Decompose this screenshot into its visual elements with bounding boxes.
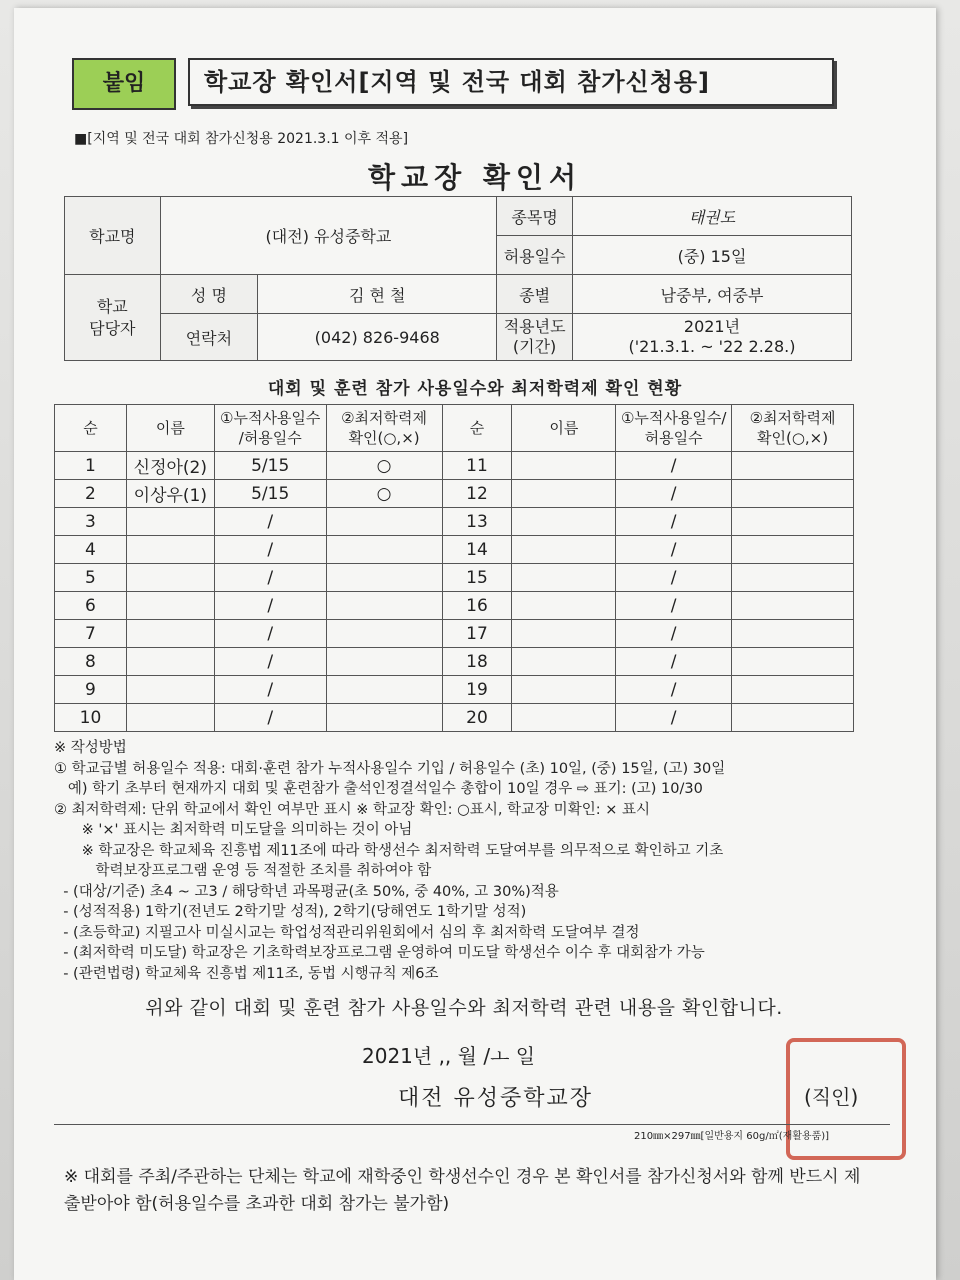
year-value: 2021년	[683, 317, 741, 336]
section-title: 대회 및 훈련 참가 사용일수와 최저학력제 확인 현황	[267, 379, 683, 399]
allowed-days-value: (중) 15일	[572, 236, 851, 275]
row-no-left: 6	[55, 592, 127, 620]
row-no-left: 3	[55, 508, 127, 536]
row-name-right	[512, 480, 616, 508]
row-academic-left	[326, 704, 442, 732]
row-no-right: 18	[442, 648, 512, 676]
row-no-left: 5	[55, 564, 127, 592]
row-days-right: /	[616, 508, 732, 536]
row-name-right	[512, 536, 616, 564]
instruction-line: 예) 학기 초부터 현재까지 대회 및 훈련참가 출석인정결석일수 총합이 10일 경우 ⇨ 표기: (고) 10/30	[54, 781, 703, 797]
header-title: 학교장 확인서[지역 및 전국 대회 참가신청용]	[188, 58, 834, 106]
row-name-right	[512, 648, 616, 676]
name-label: 성 명	[160, 275, 258, 314]
row-name-left	[126, 592, 214, 620]
row-academic-right	[732, 648, 854, 676]
row-academic-right	[732, 508, 854, 536]
row-academic-left: ○	[326, 480, 442, 508]
table-row	[55, 508, 854, 536]
row-days-right: /	[616, 592, 732, 620]
row-academic-right	[732, 620, 854, 648]
staff-label: 학교 담당자	[65, 275, 161, 361]
row-days-right: /	[616, 620, 732, 648]
row-no-left: 2	[55, 480, 127, 508]
row-academic-left	[326, 536, 442, 564]
row-days-right: /	[616, 452, 732, 480]
th-no-left: 순	[55, 405, 127, 452]
row-name-left: 신정아(2)	[126, 452, 214, 480]
row-academic-right	[732, 480, 854, 508]
row-days-right: /	[616, 648, 732, 676]
row-no-right: 17	[442, 620, 512, 648]
year-cell	[572, 314, 851, 361]
writing-instructions	[54, 738, 884, 984]
row-name-left	[126, 564, 214, 592]
table-row	[55, 676, 854, 704]
table-row	[55, 452, 854, 480]
th-days-left: ①누적사용일수 /허용일수	[214, 405, 326, 452]
row-name-right	[512, 508, 616, 536]
row-days-right: /	[616, 704, 732, 732]
row-days-left: /	[214, 704, 326, 732]
event-value: 태권도	[572, 197, 851, 236]
instruction-line: ※ '×' 표시는 최저학력 미도달을 의미하는 것이 아님	[54, 822, 413, 838]
instruction-line: - (대상/기준) 초4 ~ 고3 / 해당학년 과목평균(초 50%, 중 40%, 고 30%)적용	[54, 883, 559, 900]
year-period: ('21.3.1. ~ '22 2.28.)	[628, 337, 796, 356]
year-label: 적용년도 (기간)	[497, 314, 573, 361]
row-academic-right	[732, 452, 854, 480]
row-no-left: 7	[55, 620, 127, 648]
table-row	[55, 620, 854, 648]
school-label: 학교명	[65, 197, 161, 275]
th-acad-right: ②최저학력제 확인(○,×)	[732, 405, 854, 452]
row-days-right: /	[616, 676, 732, 704]
row-academic-left	[326, 676, 442, 704]
row-academic-right	[732, 536, 854, 564]
attachment-tag: 붙임	[72, 58, 176, 110]
row-no-right: 13	[442, 508, 512, 536]
row-name-left	[126, 536, 214, 564]
row-name-left	[126, 648, 214, 676]
confirmation-statement: 위와 같이 대회 및 훈련 참가 사용일수와 최저학력 관련 내용을 확인합니다.	[145, 997, 783, 1019]
division-label: 종별	[497, 275, 573, 314]
row-name-right	[512, 564, 616, 592]
row-days-left: /	[214, 676, 326, 704]
row-academic-left	[326, 564, 442, 592]
row-name-left	[126, 676, 214, 704]
signer-name: 대전 유성중학교장	[398, 1086, 594, 1111]
instruction-line: 학력보장프로그램 운영 등 적절한 조치를 취하여야 함	[54, 863, 432, 879]
instruction-line: ② 최저학력제: 단위 학교에서 확인 여부만 표시 ※ 학교장 확인: ○표시, 학교장 미확인: × 표시	[54, 801, 650, 818]
th-name-left: 이름	[126, 405, 214, 452]
row-name-right	[512, 620, 616, 648]
division-value: 남중부, 여중부	[572, 275, 851, 314]
info-table	[64, 196, 852, 361]
row-name-left: 이상우(1)	[126, 480, 214, 508]
row-academic-left	[326, 620, 442, 648]
th-no-right: 순	[442, 405, 512, 452]
row-days-left: /	[214, 564, 326, 592]
instruction-line: - (성적적용) 1학기(전년도 2학기말 성적), 2학기(당해연도 1학기말 성적)	[54, 904, 527, 920]
row-no-right: 14	[442, 536, 512, 564]
instruction-line: ① 학교급별 허용일수 적용: 대회·훈련 참가 누적사용일수 기입 / 허용일수 (초) 10일, (중) 15일, (고) 30일	[54, 760, 726, 777]
seal-label: (직인)	[804, 1085, 859, 1109]
table-row	[55, 648, 854, 676]
row-no-left: 4	[55, 536, 127, 564]
row-no-right: 15	[442, 564, 512, 592]
row-name-left	[126, 704, 214, 732]
table-row	[55, 536, 854, 564]
contact-value: (042) 826-9468	[258, 314, 497, 361]
footer-note: ※ 대회를 주최/주관하는 단체는 학교에 재학중인 학생선수인 경우 본 확인서를 참가신청서와 함께 반드시 제출받아야 함(허용일수를 초과한 대회 참가는 불가함)	[64, 1167, 861, 1214]
row-academic-left: ○	[326, 452, 442, 480]
row-no-right: 16	[442, 592, 512, 620]
row-days-right: /	[616, 564, 732, 592]
allowed-days-label: 허용일수	[497, 236, 573, 275]
school-value: (대전) 유성중학교	[160, 197, 497, 275]
instruction-line: - (관련법령) 학교체육 진흥법 제11조, 동법 시행규칙 제6조	[54, 965, 439, 982]
instruction-line: - (초등학교) 지필고사 미실시교는 학업성적관리위원회에서 심의 후 최저학력 도달여부 결정	[54, 924, 640, 941]
row-no-left: 10	[55, 704, 127, 732]
th-acad-left: ②최저학력제 확인(○,×)	[326, 405, 442, 452]
row-name-right	[512, 452, 616, 480]
row-days-left: /	[214, 620, 326, 648]
row-days-left: /	[214, 536, 326, 564]
name-value: 김 현 철	[258, 275, 497, 314]
row-academic-right	[732, 592, 854, 620]
row-academic-right	[732, 564, 854, 592]
row-no-left: 8	[55, 648, 127, 676]
row-academic-right	[732, 676, 854, 704]
signature-date: 2021년 ,, 월 /ㅗ 일	[362, 1044, 536, 1068]
document-title: 학교장 확인서	[367, 161, 583, 194]
row-no-right: 19	[442, 676, 512, 704]
row-academic-left	[326, 648, 442, 676]
row-name-right	[512, 704, 616, 732]
row-name-left	[126, 620, 214, 648]
table-row	[55, 480, 854, 508]
usage-table	[54, 404, 854, 732]
row-no-right: 20	[442, 704, 512, 732]
row-no-right: 11	[442, 452, 512, 480]
row-academic-left	[326, 508, 442, 536]
row-academic-right	[732, 704, 854, 732]
instruction-line: - (최저학력 미도달) 학교장은 기초학력보장프로그램 운영하여 미도달 학생선수 이수 후 대회참가 가능	[54, 945, 705, 961]
document-page	[14, 8, 936, 1280]
event-label: 종목명	[497, 197, 573, 236]
row-days-left: 5/15	[214, 452, 326, 480]
sub-note: ■[지역 및 전국 대회 참가신청용 2021.3.1 이후 적용]	[74, 131, 409, 147]
row-no-left: 9	[55, 676, 127, 704]
divider	[54, 1124, 890, 1125]
row-days-right: /	[616, 536, 732, 564]
row-no-right: 12	[442, 480, 512, 508]
row-name-right	[512, 676, 616, 704]
th-days-right: ①누적사용일수/ 허용일수	[616, 405, 732, 452]
table-row	[55, 704, 854, 732]
table-row	[55, 592, 854, 620]
instruction-line: ※ 작성방법	[54, 740, 127, 756]
row-no-left: 1	[55, 452, 127, 480]
row-days-left: 5/15	[214, 480, 326, 508]
row-name-right	[512, 592, 616, 620]
row-days-left: /	[214, 648, 326, 676]
row-academic-left	[326, 592, 442, 620]
instruction-line: ※ 학교장은 학교체육 진흥법 제11조에 따라 학생선수 최저학력 도달여부를 의무적으로 확인하고 기초	[54, 842, 724, 859]
th-name-right: 이름	[512, 405, 616, 452]
row-days-left: /	[214, 508, 326, 536]
row-days-left: /	[214, 592, 326, 620]
paper-spec: 210㎜×297㎜[일반용지 60g/㎡(재활용품)]	[634, 1131, 830, 1142]
row-name-left	[126, 508, 214, 536]
table-row	[55, 564, 854, 592]
row-days-right: /	[616, 480, 732, 508]
contact-label: 연락처	[160, 314, 258, 361]
